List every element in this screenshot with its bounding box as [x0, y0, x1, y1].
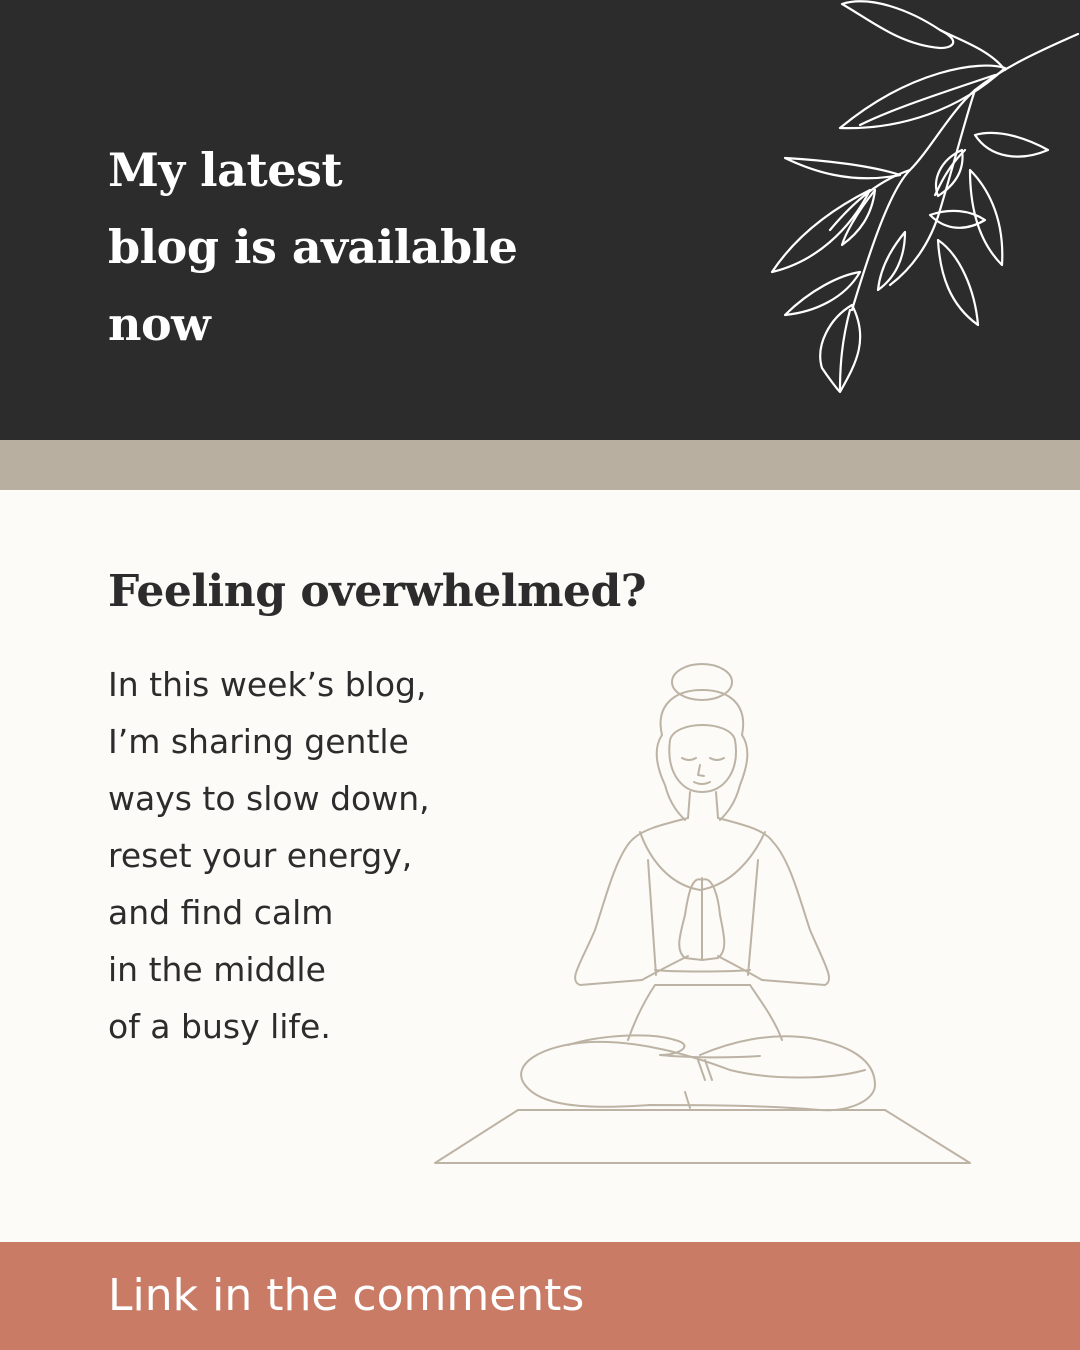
- body-text: [108, 656, 430, 1055]
- header-title-line-1: My latest: [108, 143, 343, 197]
- body-line-2: I’m sharing gentle: [108, 722, 409, 761]
- leafy-branch-icon: [760, 0, 1080, 400]
- header-title: [108, 132, 517, 363]
- body-line-6: in the middle: [108, 950, 326, 989]
- comments-link[interactable]: Link in the comments: [108, 1270, 585, 1321]
- body-line-4: reset your energy,: [108, 836, 413, 875]
- content-heading: Feeling overwhelmed?: [108, 566, 647, 617]
- footer-banner: [0, 1242, 1080, 1350]
- content-panel: [0, 490, 1080, 1242]
- header-title-line-2: blog is available: [108, 220, 518, 274]
- meditating-woman-icon: [430, 660, 975, 1170]
- header-title-line-3: now: [108, 297, 211, 351]
- header-banner: [0, 0, 1080, 440]
- body-line-3: ways to slow down,: [108, 779, 430, 818]
- divider-band: [0, 440, 1080, 490]
- body-line-7: of a busy life.: [108, 1007, 331, 1046]
- body-line-5: and find calm: [108, 893, 334, 932]
- body-line-1: In this week’s blog,: [108, 665, 427, 704]
